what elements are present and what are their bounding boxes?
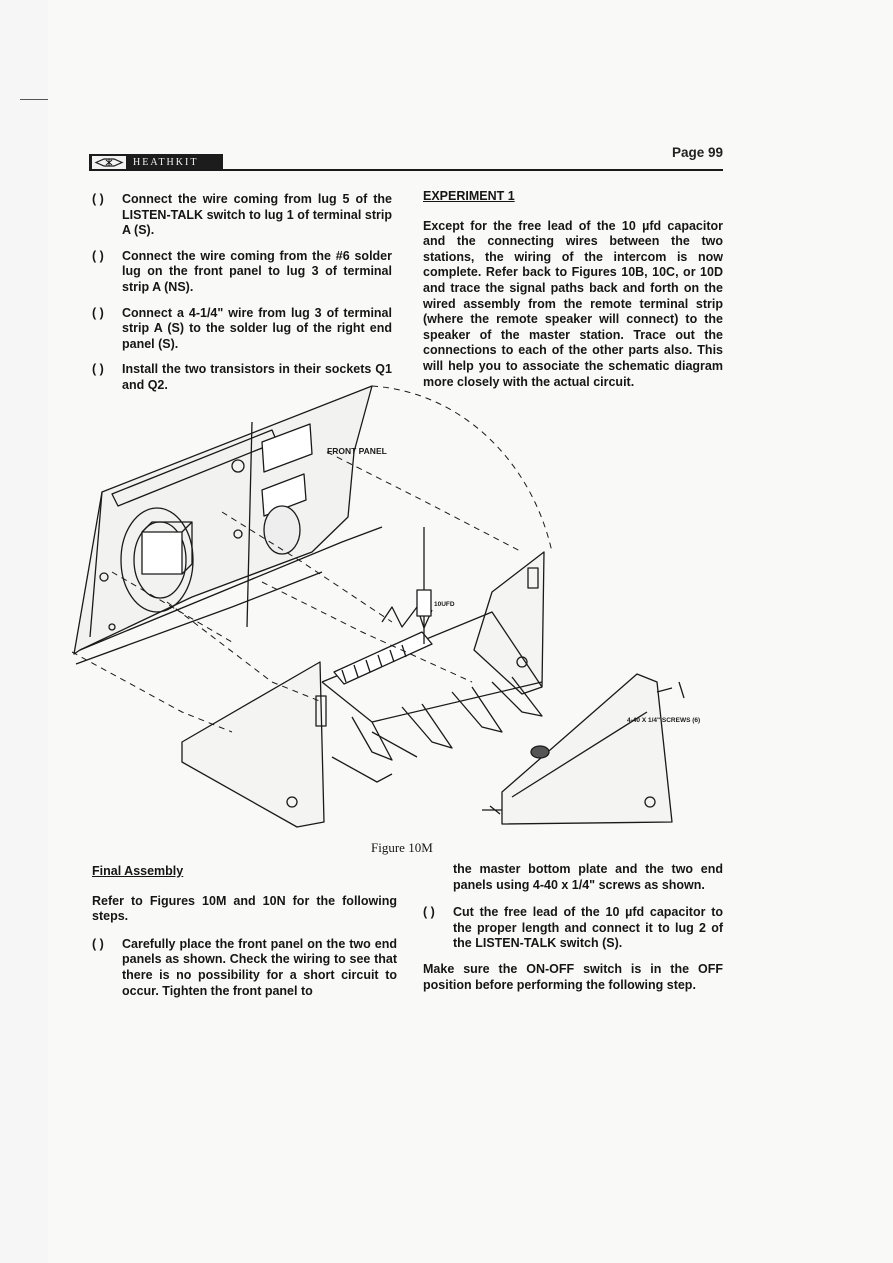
front-panel-label: FRONT PANEL: [327, 446, 387, 456]
left-column-top: [92, 192, 392, 404]
crop-mark: [20, 99, 48, 100]
figure-caption: Figure 10M: [371, 840, 433, 855]
checkbox-mark[interactable]: ( ): [423, 905, 435, 920]
step-item: [92, 306, 392, 353]
section-title-final-assembly: Final Assembly: [92, 864, 184, 878]
step-text: Connect the wire coming from lug 5 of the LISTEN-TALK switch to lug 1 of terminal strip A (S).: [122, 192, 392, 238]
step-text: Install the two transistors in their sockets Q1 and Q2.: [122, 362, 392, 392]
step-text: Cut the free lead of the 10 µfd capacitor to the proper length and connect it to lug 2 of the LISTEN-TALK switch (S).: [453, 905, 723, 951]
section-title-experiment: EXPERIMENT 1: [423, 189, 515, 203]
warning-note: Make sure the ON-OFF switch is in the OFF position before performing the following step.: [423, 961, 723, 992]
brand-name: HEATHKIT: [133, 157, 199, 168]
figure-10m: [72, 382, 772, 832]
step-item: [92, 937, 397, 999]
right-column-top: [423, 189, 723, 402]
capacitor-label: 10UFD: [434, 601, 455, 608]
checkbox-mark[interactable]: ( ): [92, 936, 104, 951]
step-text: Connect a 4-1/4" wire from lug 3 of terminal strip A (S) to the solder lug of the right end panel (S).: [122, 305, 392, 351]
experiment-paragraph: Except for the free lead of the 10 µfd capacitor and the connecting wires between the two stations, the wiring of the intercom is now complete. Refer back to Figures 10B, 10C, or 10D and trace the signal paths back and forth on the wired assembly from the remote terminal strip (where the remote speaker will connect) to the speaker of the master station. Trace out the connections to each of the other parts also. This will help you to associate the schematic diagram more closely with the actual circuit.: [423, 218, 723, 389]
scan-margin: [0, 0, 48, 1263]
screws-label: 4-40 X 1/4" SCREWS (6): [627, 717, 701, 724]
step-text: Carefully place the front panel on the two end panels as shown. Check the wiring to see that there is no possibility for a short circuit to occur. Tighten the front panel to: [122, 936, 397, 998]
final-assembly-intro: Refer to Figures 10M and 10N for the following steps.: [92, 893, 397, 924]
header-rule: [89, 169, 723, 171]
checkbox-mark[interactable]: ( ): [92, 192, 104, 206]
page-number: Page 99: [672, 145, 724, 160]
continued-step-text: the master bottom plate and the two end panels using 4-40 x 1/4" screws as shown.: [453, 862, 723, 892]
checkbox-mark[interactable]: ( ): [92, 305, 104, 320]
step-item: [423, 905, 723, 952]
step-text: Connect the wire coming from the #6 solder lug on the front panel to lug 3 of terminal strip A (NS).: [122, 248, 392, 294]
checkbox-mark[interactable]: ( ): [92, 362, 104, 377]
right-column-bottom: [423, 862, 723, 1005]
step-item: [92, 192, 392, 239]
step-item: [92, 249, 392, 296]
assembly-drawing: [72, 382, 772, 832]
logo-emblem-icon: [92, 156, 126, 169]
checkbox-mark[interactable]: ( ): [92, 248, 104, 263]
left-column-bottom: [92, 864, 397, 1009]
